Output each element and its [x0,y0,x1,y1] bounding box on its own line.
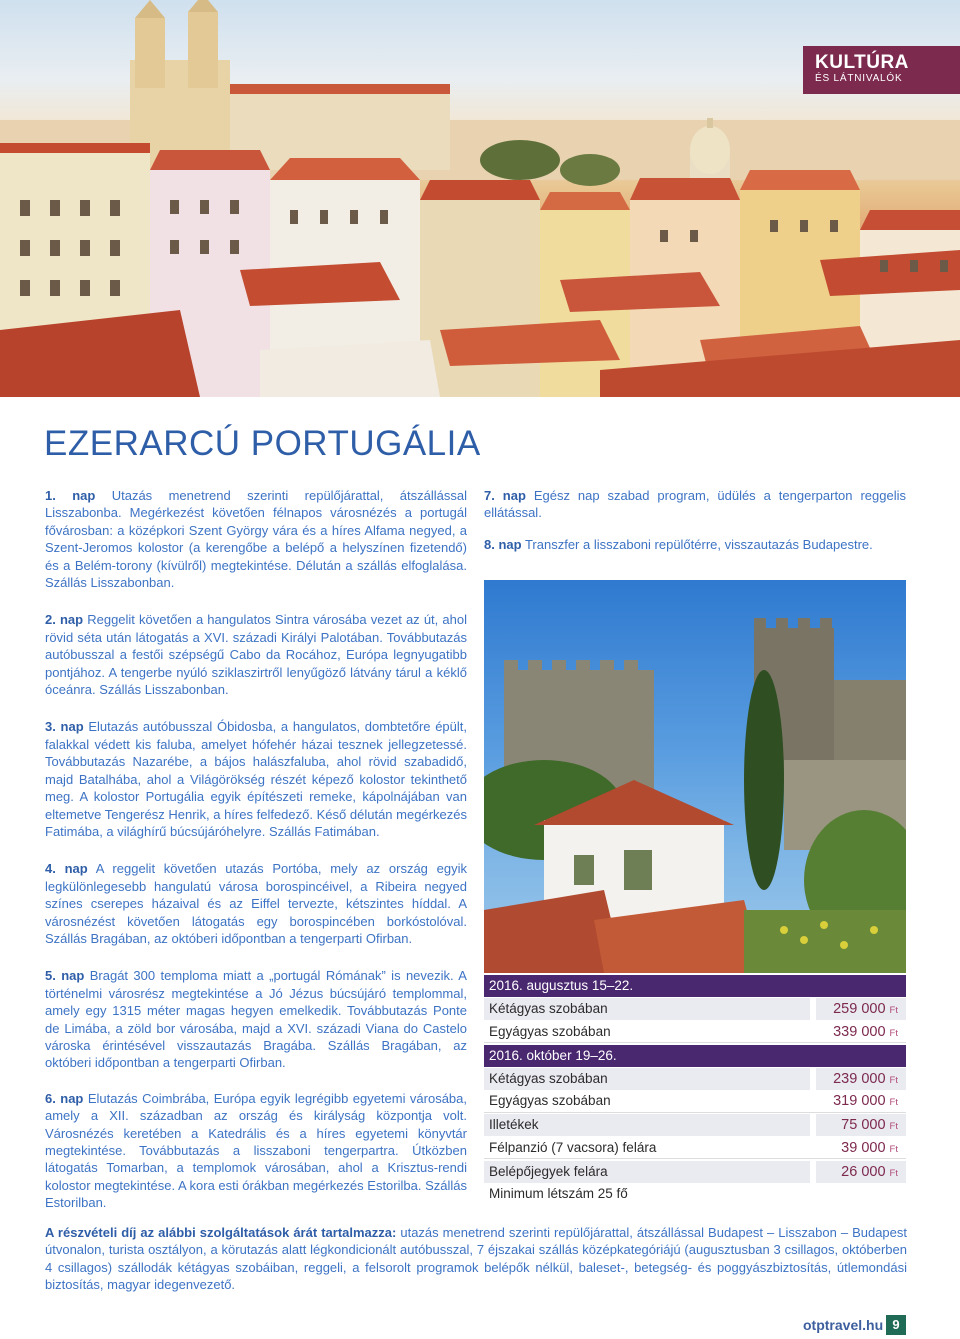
itinerary-left-column [45,487,467,1226]
day-label: 3. nap [45,719,84,735]
price-value: 339 000 Ft [833,1023,898,1040]
itinerary-day-3 [45,718,467,840]
price-label: Kétágyas szobában [484,998,810,1020]
day-label: 1. nap [45,488,96,503]
day-text: Utazás menetrend szerinti repülőjárattal, átszállással Lisszabonba. Megérkezést követően félnapos városnézés a portugál fővárosban: a középkori Szent György vára és a híres Alfama negyed, a Szent-Jeromos kolostor (a kerengőbe a belépő a helyszínen fizetendő) és a Belém-torony (kívülről) megtekintése. Délután a szállás elfoglalása. Szállás Lisszabonban. [45,488,467,591]
itinerary-day-6 [45,1090,467,1212]
price-value: 26 000 Ft [816,1161,906,1183]
price-label: Kétágyas szobában [484,1068,810,1090]
price-value: 75 000 Ft [816,1114,906,1136]
minimum-participants: Minimum létszám 25 fő [489,1186,628,1202]
day-text: Egész nap szabad program, üdülés a tengerparton reggelis ellátással. [484,488,906,521]
day-text: Elutazás autóbusszal Óbidosba, a hangulatos, dombtetőre épült, falakkal védett kis faluba, amelyet hófehér házai tesznek jellegzetessé. Továbbutazás Nazarébe, a bájos halászfaluba, ahol rövid szabadidő, majd Batalhába, ahol a Világörökség részét képező kolostor tekinthető meg. A kolostor Portugália egyik építészeti remeke, kápolnájában van eltemetve Tengerész Henrik, a híres felfedező. Késő délután megérkezés Fatimába, a világhírű búcsújáróhelyre. Szállás Fatimában. [45,719,467,839]
price-row [484,1114,906,1136]
itinerary-day-4 [45,860,467,947]
price-label: Belépőjegyek felára [484,1161,810,1183]
day-label: 6. nap [45,1090,84,1106]
itinerary-day-1 [45,487,467,591]
price-label: Egyágyas szobában [489,1023,611,1039]
page-title: EZERARCÚ PORTUGÁLIA [44,424,481,463]
day-label: 4. nap [45,861,88,877]
day-text: Reggelit követően a hangulatos Sintra városába vezet az út, ahol rövid séta után látogatás a XVI. századi Királyi Palotában. Továbbutazás autóbusszal a festői szépségű Cabo da Rocához, Európa legnyugatibb pontjához. A tengerbe nyúló sziklaszirtről lenyűgöző látvány tárul a kéklő óceánra. Szállás Lisszabonban. [45,612,467,698]
website-link[interactable]: otptravel.hu [803,1317,884,1333]
day-label: 8. nap [484,536,522,552]
badge-line1: KULTÚRA [815,52,909,73]
price-label: Illetékek [484,1114,810,1136]
price-value: 259 000 Ft [816,998,906,1020]
price-row [484,1161,906,1183]
price-row [484,998,906,1020]
itinerary-day-2 [45,611,467,698]
price-row [484,1021,906,1043]
badge-line2: ÉS LÁTNIVALÓK [815,73,903,84]
itinerary-day-7 [484,487,906,522]
price-date-header-2: 2016. október 19–26. [484,1045,906,1067]
page-number: 9 [886,1315,906,1335]
obidos-castle-photo [484,580,906,973]
price-row [484,1068,906,1090]
day-text: Transzfer a lisszaboni repülőtérre, visszautazás Budapestre. [521,536,873,552]
price-value: 39 000 Ft [841,1139,898,1156]
day-label: 2. nap [45,612,84,628]
price-value: 239 000 Ft [816,1068,906,1090]
day-text: A reggelit követően utazás Portóba, mely az ország egyik legkülönlegesebb hangulatú városa borospincéivel, a Ribeira negyed színes cserepes házaival és az Eiffel tervezte, kétszintes híddal. A városnézést követően látogatás egy borospincében borkóstolóval. Szállás Bragában, az októberi időpontban a tengerparti Ofirban. [45,861,467,946]
day-text: Bragát 300 temploma miatt a „portugál Rómának” is nevezik. A történelmi városrész megtekintése a Jó Jézus búcsújáró templommal, amely egy 1315 méter magas hegyen emelkedik. Továbbutazás Ponte de Limába, a zöld bor városába, majd a XVI. századi Viana do Castelo városka érintésével visszautazás Bragába. Szállás Bragában, az októberi időpontban a tengerparti Ofirban. [45,968,467,1071]
price-label: Egyágyas szobában [489,1093,611,1109]
itinerary-day-8 [484,536,906,553]
price-value: 319 000 Ft [833,1093,898,1110]
included-services-lead: A részvételi díj az alábbi szolgáltatások árát tartalmazza: [45,1225,397,1240]
price-date-header-1: 2016. augusztus 15–22. [484,975,906,997]
itinerary-day-5 [45,967,467,1071]
day-label: 5. nap [45,968,85,984]
price-row [484,1091,906,1113]
included-services-text: utazás menetrend szerinti repülőjárattal, átszállással Budapest – Lisszabon – Budapest útvonalon, turista osztályon, a körutazás alatt légkondicionált autóbusszal, 7 éjszakai szállás középkategóriájú (augusztusban 3 csillagos, októberben 4 csillagos) szállodák kétágyas szobáiban, reggeli, a felsorolt programok belépők nélkül, baleset-, betegség- és poggyászbiztosítás, útlemondási biztosítás, magyar idegenvezető. [45,1225,907,1293]
itinerary-right-column [484,487,906,567]
day-text: Elutazás Coimbrába, Európa egyik legrégibb egyetemi városába, amely a XII. században az ország és királyság központja volt. Városnézés keretében a Katedrális és a híres egyetemi könyvtár megtekintése. Továbbutazás a lisszaboni tengerpartra. Útközben látogatás Tomarban, a templomok városában, ahol a Krisztus-rendi kolostor megtekintése. A kora esti órákban megérkezés Estorilba. Szállás Estorilban. [45,1090,467,1211]
included-services [45,1224,907,1294]
price-label: Félpanzió (7 vacsora) felára [489,1139,657,1155]
day-label: 7. nap [484,488,526,503]
castle-illustration [484,580,906,973]
price-table [484,975,906,1204]
category-badge [803,46,960,94]
price-row [484,1137,906,1159]
